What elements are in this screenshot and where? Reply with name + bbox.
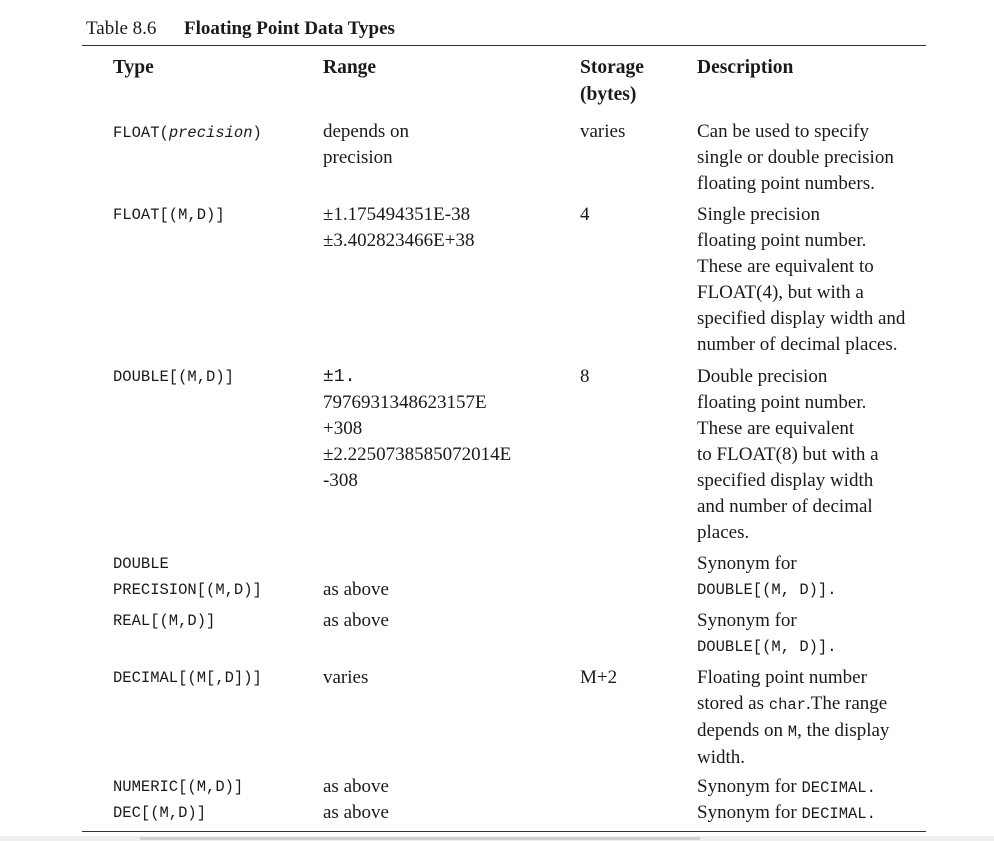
scroll-indicator <box>140 837 700 840</box>
table-row-decimal-type: DECIMAL[(M[,D])] <box>113 669 262 687</box>
table-row-dec-type: DEC[(M,D)] <box>113 804 207 822</box>
bottom-rule <box>82 831 926 832</box>
table-row-float-md-type: FLOAT[(M,D)] <box>113 206 225 224</box>
table-row-float-md-storage: 4 <box>580 204 590 225</box>
table-row-decimal-range: varies <box>323 667 369 688</box>
table-row-real-range: as above <box>323 610 389 631</box>
table-row-float-range: depends on precision <box>323 121 410 168</box>
table-row-double-range: ±1. 7976931348623157E +308 ±2.2250738585072014E -308 <box>323 367 512 491</box>
header-description: Description <box>697 57 794 78</box>
table-row-numeric-range: as above <box>323 776 389 797</box>
table-row-numeric-description: Synonym for DECIMAL. <box>697 776 876 797</box>
table-row-float-storage: varies <box>580 121 626 142</box>
table-row-real-description: Synonym for DOUBLE[(M, D)]. <box>697 610 837 656</box>
table-row-numeric-type: NUMERIC[(M,D)] <box>113 778 244 796</box>
table-row-double-description: Double precision floating point number. These are equivalent to FLOAT(8) but with a specified display width and number of decimal places. <box>697 366 879 543</box>
table-row-real-type: REAL[(M,D)] <box>113 612 216 630</box>
header-type: Type <box>113 57 154 78</box>
table-row-double-storage: 8 <box>580 366 590 387</box>
top-rule <box>82 45 926 46</box>
header-range: Range <box>323 57 377 78</box>
header-storage: Storage (bytes) <box>580 57 644 105</box>
table-row-double-precision-description: Synonym for DOUBLE[(M, D)]. <box>697 553 837 599</box>
table-row-double-precision-range: as above <box>323 579 389 600</box>
table-row-float-description: Can be used to specify single or double precision floating point numbers. <box>697 121 894 194</box>
table-row-double-precision-type: DOUBLE PRECISION[(M,D)] <box>113 555 262 599</box>
table-number: Table 8.6 <box>86 18 157 39</box>
table-row-float-md-range: ±1.175494351E-38 ±3.402823466E+38 <box>323 204 475 251</box>
table-row-float-md-description: Single precision floating point number. These are equivalent to FLOAT(4), but with a specified display width and number of decimal places. <box>697 204 906 355</box>
table-row-dec-range: as above <box>323 802 389 823</box>
table-row-double-type: DOUBLE[(M,D)] <box>113 368 234 386</box>
table-row-decimal-storage: M+2 <box>580 667 618 688</box>
table-title: Floating Point Data Types <box>184 18 395 39</box>
table-row-float-type: FLOAT(precision) <box>113 124 262 142</box>
table-row-decimal-description: Floating point number stored as char.The range depends on M, the display width. <box>697 667 890 768</box>
table-row-dec-description: Synonym for DECIMAL. <box>697 802 876 823</box>
